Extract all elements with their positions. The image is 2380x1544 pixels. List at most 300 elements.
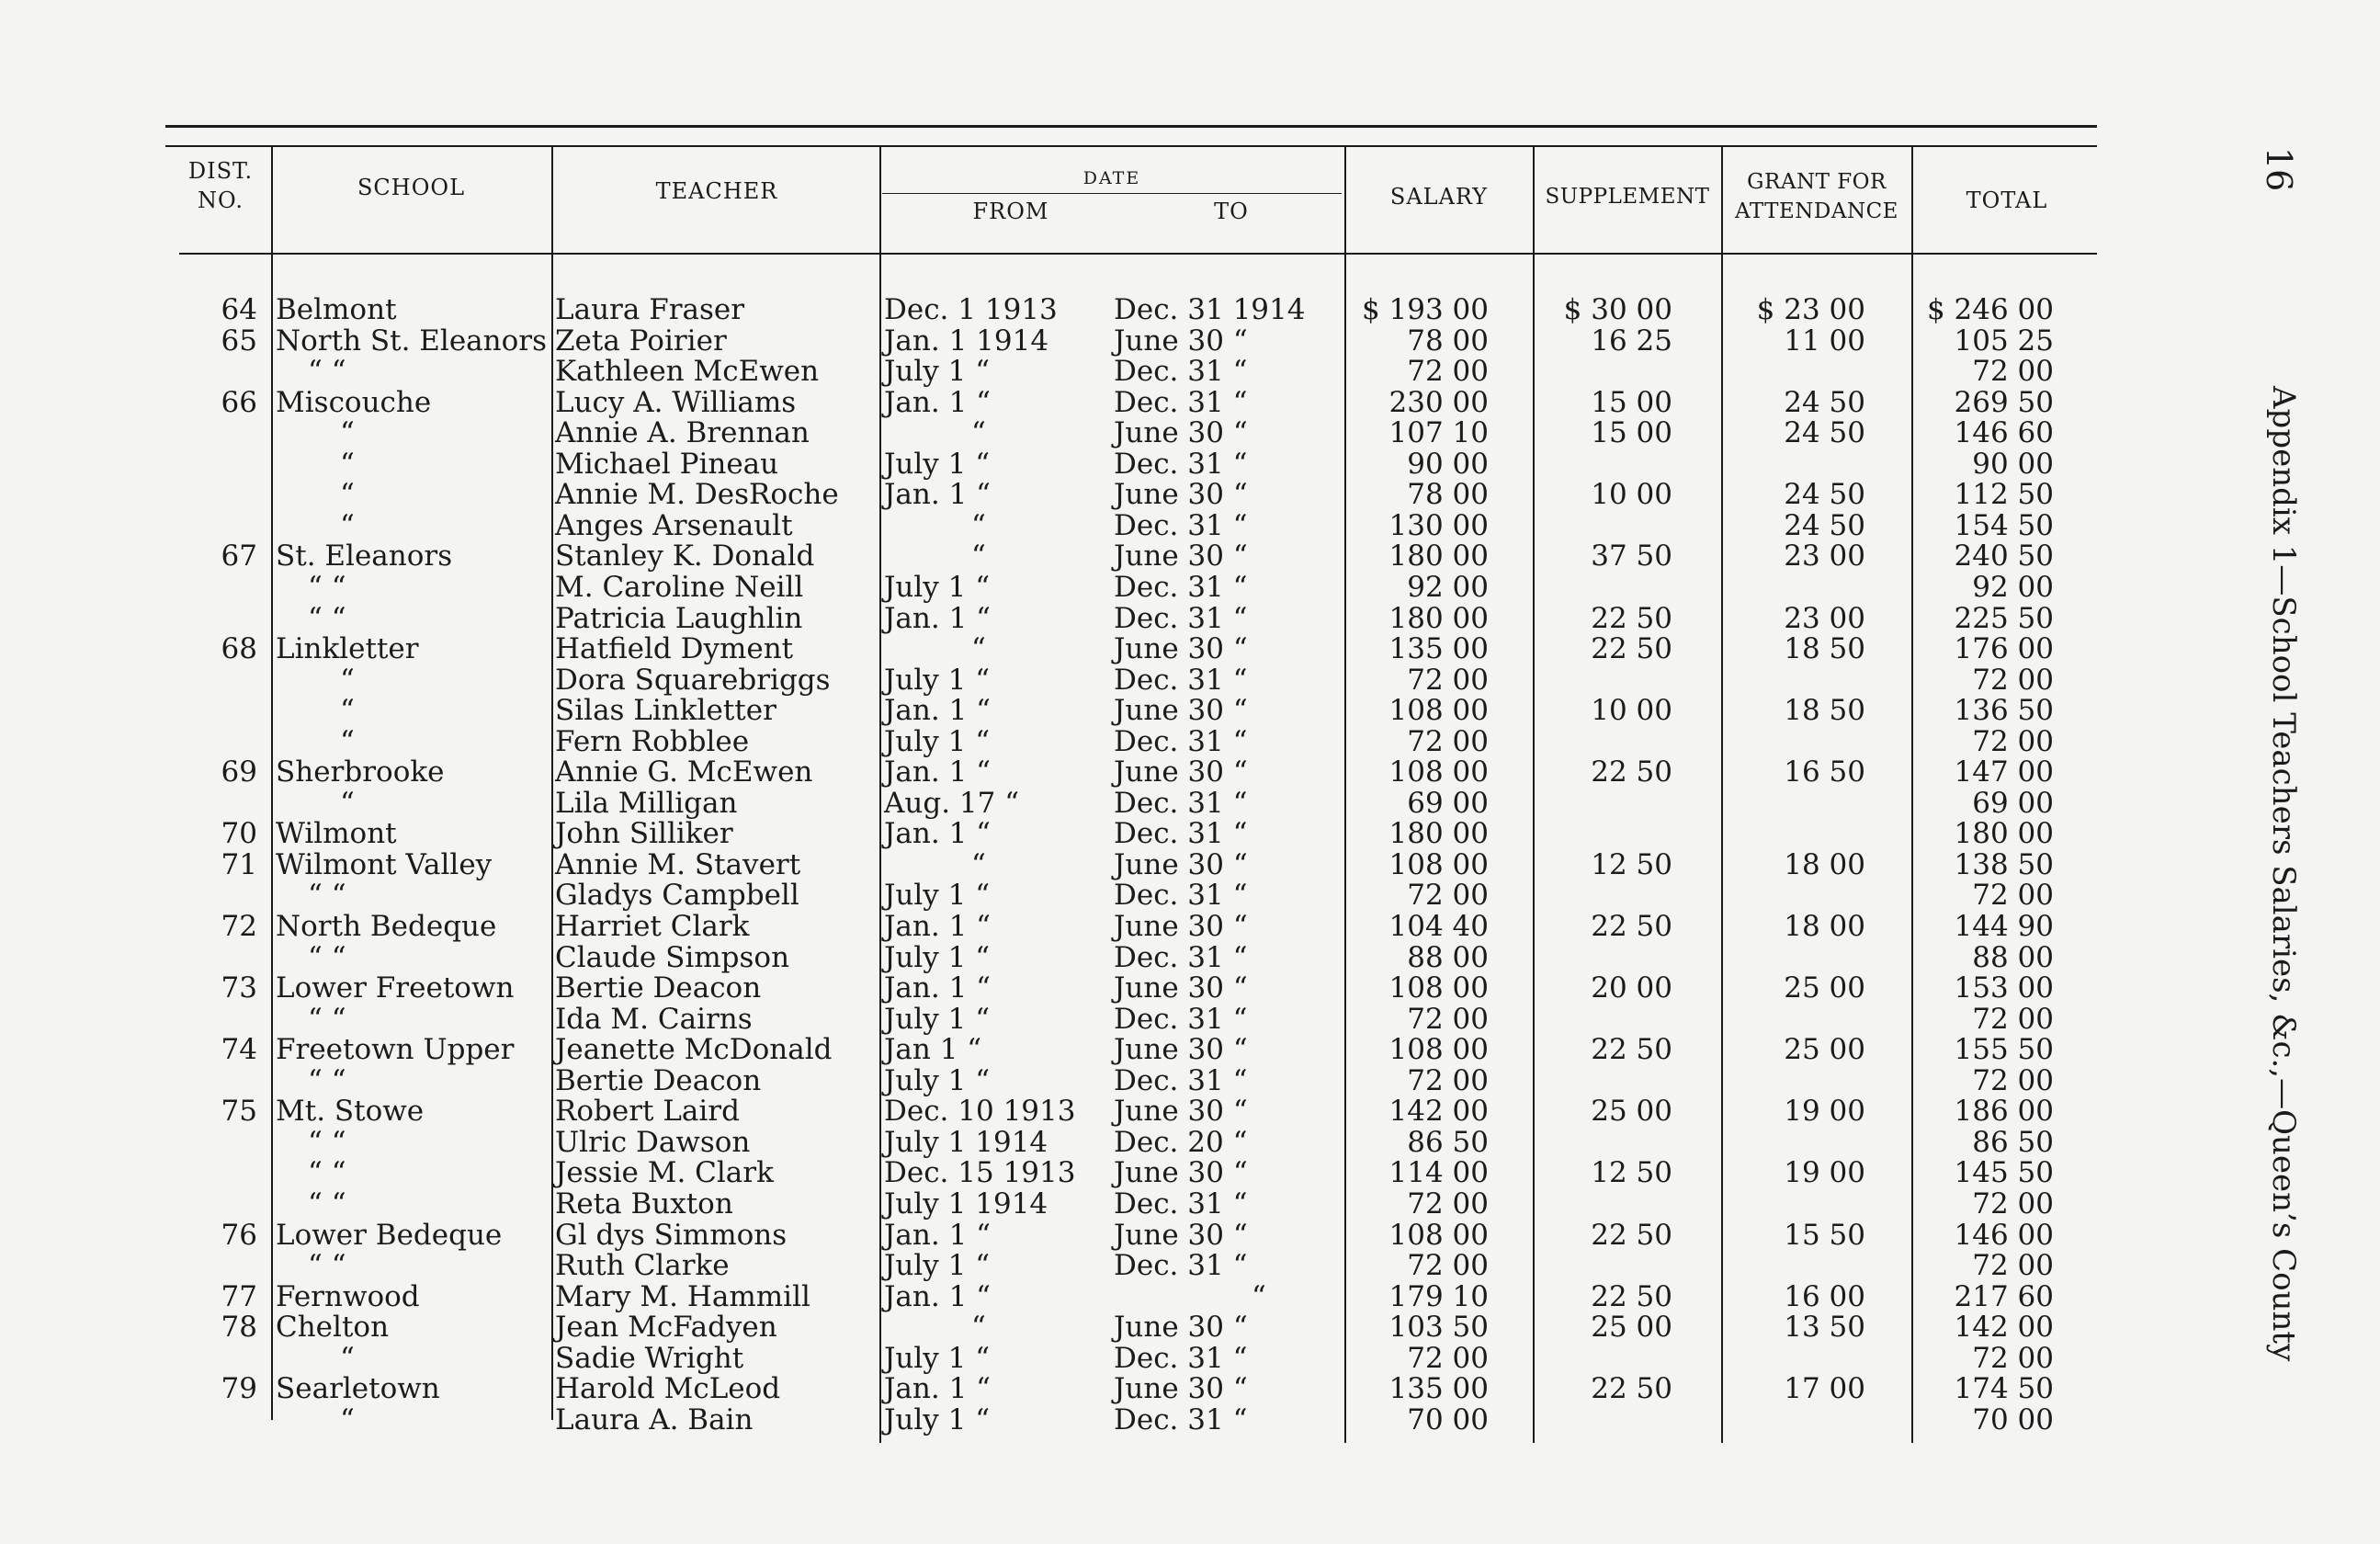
cell-total: 72 00 xyxy=(1972,1186,2054,1220)
cell-date-from: July 1 “ xyxy=(884,355,991,389)
cell-school: Sherbrooke xyxy=(276,755,445,789)
cell-salary: 130 00 xyxy=(1388,508,1489,542)
cell-total: 155 50 xyxy=(1954,1033,2054,1067)
cell-teacher: Harold McLeod xyxy=(555,1372,781,1406)
cell-teacher: Michael Pineau xyxy=(555,447,779,481)
cell-dist: 77 xyxy=(221,1279,257,1313)
cell-supplement: 15 00 xyxy=(1591,385,1672,419)
cell-teacher: Bertie Deacon xyxy=(555,971,762,1005)
cell-date-to: Dec. 31 1914 xyxy=(1114,293,1306,326)
cell-date-from: Jan. 1 “ xyxy=(884,601,992,635)
cell-salary: 179 10 xyxy=(1388,1279,1489,1313)
table-row xyxy=(0,818,2380,849)
cell-grant: 24 50 xyxy=(1784,416,1865,450)
header-grant-for-attendance: GRANT FOR ATTENDANCE xyxy=(1735,170,1898,223)
cell-school: Wilmont Valley xyxy=(276,847,493,881)
table-row xyxy=(0,510,2380,541)
table-row xyxy=(0,294,2380,325)
cell-date-to: “ xyxy=(1252,1279,1266,1313)
cell-supplement: 25 00 xyxy=(1591,1311,1672,1345)
cell-total: 186 00 xyxy=(1954,1095,2054,1129)
cell-total: 90 00 xyxy=(1972,447,2054,481)
cell-date-from: July 1 1914 xyxy=(884,1186,1048,1220)
cell-salary: 86 50 xyxy=(1407,1125,1489,1159)
cell-teacher: Anges Arsenault xyxy=(555,508,793,542)
cell-school: “ “ xyxy=(308,1125,346,1159)
cell-school: “ xyxy=(340,786,355,820)
table-row xyxy=(0,417,2380,448)
header-to: TO xyxy=(1214,199,1249,224)
cell-teacher: Lila Milligan xyxy=(555,786,738,820)
cell-total: 69 00 xyxy=(1972,786,2054,820)
cell-supplement: 20 00 xyxy=(1591,971,1672,1005)
cell-dist: 66 xyxy=(221,385,257,419)
date-sub-rule xyxy=(882,193,1342,194)
cell-date-from: Jan. 1 “ xyxy=(884,478,992,512)
cell-school: “ xyxy=(340,508,355,542)
cell-date-to: June 30 “ xyxy=(1114,478,1248,512)
cell-date-from: Dec. 1 1913 xyxy=(884,293,1058,326)
header-from: FROM xyxy=(972,199,1049,224)
cell-teacher: John Silliker xyxy=(555,817,733,851)
cell-dist: 74 xyxy=(221,1033,257,1067)
cell-date-to: Dec. 31 “ xyxy=(1114,508,1248,542)
cell-date-from: “ xyxy=(971,416,986,450)
cell-total: 72 00 xyxy=(1972,879,2054,913)
table-row xyxy=(0,695,2380,726)
cell-school: Mt. Stowe xyxy=(276,1095,425,1129)
cell-salary: 180 00 xyxy=(1388,601,1489,635)
cell-school: Linkletter xyxy=(276,632,419,666)
cell-date-from: July 1 “ xyxy=(884,1249,991,1283)
table-row xyxy=(0,911,2380,942)
cell-supplement: 22 50 xyxy=(1591,632,1672,666)
cell-grant: 18 00 xyxy=(1784,847,1865,881)
cell-date-to: Dec. 31 “ xyxy=(1114,786,1248,820)
cell-date-to: Dec. 31 “ xyxy=(1114,940,1248,974)
cell-teacher: Fern Robblee xyxy=(555,724,750,758)
cell-teacher: Jessie M. Clark xyxy=(555,1156,774,1190)
cell-grant: 18 00 xyxy=(1784,910,1865,943)
cell-date-from: Jan. 1 “ xyxy=(884,817,992,851)
table-row xyxy=(0,788,2380,819)
cell-salary: 70 00 xyxy=(1407,1402,1489,1436)
cell-school: Belmont xyxy=(276,293,397,326)
cell-teacher: Dora Squarebriggs xyxy=(555,663,831,697)
table-row xyxy=(0,540,2380,572)
cell-teacher: Claude Simpson xyxy=(555,940,790,974)
cell-salary: 114 00 xyxy=(1388,1156,1489,1190)
table-row xyxy=(0,972,2380,1004)
cell-grant: 24 50 xyxy=(1784,385,1865,419)
cell-total: 240 50 xyxy=(1954,539,2054,573)
cell-total: 225 50 xyxy=(1954,601,2054,635)
cell-salary: 69 00 xyxy=(1407,786,1489,820)
cell-date-to: Dec. 31 “ xyxy=(1114,1402,1248,1436)
cell-grant: 25 00 xyxy=(1784,1033,1865,1067)
cell-school: Lower Freetown xyxy=(276,971,515,1005)
cell-date-to: June 30 “ xyxy=(1114,971,1248,1005)
cell-total: 145 50 xyxy=(1954,1156,2054,1190)
cell-date-from: “ xyxy=(971,632,986,666)
cell-school: Miscouche xyxy=(276,385,432,419)
cell-total: 180 00 xyxy=(1954,817,2054,851)
cell-teacher: Annie M. Stavert xyxy=(555,847,801,881)
cell-grant: 18 50 xyxy=(1784,694,1865,728)
cell-supplement: 22 50 xyxy=(1591,910,1672,943)
table-row xyxy=(0,1004,2380,1035)
cell-salary: $ 193 00 xyxy=(1361,293,1489,326)
cell-teacher: Lucy A. Williams xyxy=(555,385,797,419)
cell-date-to: June 30 “ xyxy=(1114,539,1248,573)
cell-salary: 108 00 xyxy=(1388,755,1489,789)
cell-date-to: June 30 “ xyxy=(1114,632,1248,666)
cell-date-to: June 30 “ xyxy=(1114,755,1248,789)
cell-total: 142 00 xyxy=(1954,1311,2054,1345)
cell-salary: 180 00 xyxy=(1388,817,1489,851)
cell-supplement: 12 50 xyxy=(1591,847,1672,881)
cell-date-to: Dec. 31 “ xyxy=(1114,879,1248,913)
cell-total: 174 50 xyxy=(1954,1372,2054,1406)
cell-total: 72 00 xyxy=(1972,724,2054,758)
cell-date-to: Dec. 31 “ xyxy=(1114,1249,1248,1283)
header-salary: SALARY xyxy=(1389,184,1489,210)
table-row xyxy=(0,1127,2380,1158)
cell-date-from: July 1 “ xyxy=(884,1063,991,1097)
cell-date-to: Dec. 31 “ xyxy=(1114,817,1248,851)
cell-date-from: “ xyxy=(971,847,986,881)
table-row xyxy=(0,1281,2380,1312)
cell-teacher: Gl dys Simmons xyxy=(555,1218,788,1252)
cell-total: 72 00 xyxy=(1972,1002,2054,1036)
cell-grant: 25 00 xyxy=(1784,971,1865,1005)
cell-dist: 69 xyxy=(221,755,257,789)
cell-dist: 70 xyxy=(221,817,257,851)
cell-school: Wilmont xyxy=(276,817,397,851)
cell-date-to: June 30 “ xyxy=(1114,324,1248,358)
cell-date-to: June 30 “ xyxy=(1114,416,1248,450)
cell-grant: 24 50 xyxy=(1784,478,1865,512)
cell-salary: 108 00 xyxy=(1388,971,1489,1005)
cell-date-from: Jan. 1 “ xyxy=(884,1279,992,1313)
cell-date-from: July 1 1914 xyxy=(884,1125,1048,1159)
cell-total: 176 00 xyxy=(1954,632,2054,666)
cell-grant: $ 23 00 xyxy=(1756,293,1865,326)
cell-supplement: 22 50 xyxy=(1591,755,1672,789)
cell-teacher: Hatfield Dyment xyxy=(555,632,794,666)
cell-date-from: July 1 “ xyxy=(884,1341,991,1375)
table-row xyxy=(0,756,2380,788)
table-row xyxy=(0,664,2380,696)
cell-date-from: Jan. 1 “ xyxy=(884,1218,992,1252)
table-row xyxy=(0,1343,2380,1374)
cell-school: Fernwood xyxy=(276,1279,420,1313)
cell-total: 153 00 xyxy=(1954,971,2054,1005)
cell-date-to: June 30 “ xyxy=(1114,1033,1248,1067)
table-row xyxy=(0,1311,2380,1343)
cell-teacher: Annie G. McEwen xyxy=(555,755,813,789)
cell-grant: 19 00 xyxy=(1784,1095,1865,1129)
cell-teacher: Gladys Campbell xyxy=(555,879,799,913)
cell-salary: 107 10 xyxy=(1388,416,1489,450)
cell-supplement: 15 00 xyxy=(1591,416,1672,450)
cell-date-from: July 1 “ xyxy=(884,879,991,913)
cell-date-to: Dec. 31 “ xyxy=(1114,1002,1248,1036)
header-total: TOTAL xyxy=(1966,187,2048,213)
cell-date-from: July 1 “ xyxy=(884,940,991,974)
header-school: SCHOOL xyxy=(357,175,466,200)
cell-school: “ xyxy=(340,1402,355,1436)
cell-supplement: 10 00 xyxy=(1591,478,1672,512)
cell-dist: 72 xyxy=(221,910,257,943)
cell-teacher: Silas Linkletter xyxy=(555,694,776,728)
cell-school: Lower Bedeque xyxy=(276,1218,503,1252)
cell-total: 70 00 xyxy=(1972,1402,2054,1436)
cell-salary: 108 00 xyxy=(1388,1218,1489,1252)
table-row xyxy=(0,325,2380,357)
table-row xyxy=(0,356,2380,387)
running-title: Appendix 1—School Teachers Salaries, &c.,—Queen’s County xyxy=(2265,386,2302,1362)
cell-total: 92 00 xyxy=(1972,570,2054,604)
cell-grant: 23 00 xyxy=(1784,601,1865,635)
cell-date-from: July 1 “ xyxy=(884,724,991,758)
cell-supplement: 22 50 xyxy=(1591,1372,1672,1406)
cell-school: Freetown Upper xyxy=(276,1033,515,1067)
cell-date-from: Jan. 1 “ xyxy=(884,694,992,728)
cell-total: 88 00 xyxy=(1972,940,2054,974)
table-row xyxy=(0,1157,2380,1188)
cell-school: “ xyxy=(340,447,355,481)
table-row xyxy=(0,1034,2380,1065)
cell-salary: 180 00 xyxy=(1388,539,1489,573)
cell-grant: 24 50 xyxy=(1784,508,1865,542)
cell-salary: 135 00 xyxy=(1388,632,1489,666)
cell-teacher: Stanley K. Donald xyxy=(555,539,815,573)
table-row xyxy=(0,726,2380,757)
cell-grant: 17 00 xyxy=(1784,1372,1865,1406)
cell-date-to: June 30 “ xyxy=(1114,1218,1248,1252)
cell-salary: 108 00 xyxy=(1388,694,1489,728)
cell-salary: 72 00 xyxy=(1407,1249,1489,1283)
cell-date-to: June 30 “ xyxy=(1114,1095,1248,1129)
cell-date-to: Dec. 31 “ xyxy=(1114,355,1248,389)
table-row xyxy=(0,387,2380,418)
cell-date-to: Dec. 31 “ xyxy=(1114,1063,1248,1097)
table-row xyxy=(0,1404,2380,1436)
cell-date-from: Jan. 1 “ xyxy=(884,1372,992,1406)
cell-grant: 23 00 xyxy=(1784,539,1865,573)
header-dist-no: DIST. NO. xyxy=(187,158,254,213)
cell-school: North St. Eleanors xyxy=(276,324,548,358)
cell-school: “ xyxy=(340,478,355,512)
cell-total: 146 60 xyxy=(1954,416,2054,450)
cell-date-from: “ xyxy=(971,539,986,573)
cell-school: “ “ xyxy=(308,355,346,389)
table-row xyxy=(0,1188,2380,1220)
cell-salary: 72 00 xyxy=(1407,724,1489,758)
cell-supplement: 22 50 xyxy=(1591,1033,1672,1067)
table-row xyxy=(0,1250,2380,1281)
cell-salary: 92 00 xyxy=(1407,570,1489,604)
table-row xyxy=(0,942,2380,973)
cell-salary: 72 00 xyxy=(1407,879,1489,913)
cell-total: 72 00 xyxy=(1972,355,2054,389)
table-row xyxy=(0,1220,2380,1251)
cell-dist: 71 xyxy=(221,847,257,881)
cell-date-from: July 1 “ xyxy=(884,570,991,604)
cell-date-from: July 1 “ xyxy=(884,1002,991,1036)
cell-salary: 78 00 xyxy=(1407,478,1489,512)
table-row xyxy=(0,633,2380,664)
cell-date-from: Jan 1 “ xyxy=(884,1033,982,1067)
top-rule-thin xyxy=(165,145,2097,147)
cell-teacher: Annie A. Brennan xyxy=(555,416,810,450)
cell-total: 147 00 xyxy=(1954,755,2054,789)
table-row xyxy=(0,1373,2380,1404)
cell-dist: 76 xyxy=(221,1218,257,1252)
cell-salary: 90 00 xyxy=(1407,447,1489,481)
cell-teacher: Sadie Wright xyxy=(555,1341,744,1375)
table-row xyxy=(0,603,2380,634)
cell-dist: 78 xyxy=(221,1311,257,1345)
cell-salary: 72 00 xyxy=(1407,1186,1489,1220)
cell-school: North Bedeque xyxy=(276,910,497,943)
cell-salary: 108 00 xyxy=(1388,1033,1489,1067)
cell-salary: 103 50 xyxy=(1388,1311,1489,1345)
cell-date-from: “ xyxy=(971,508,986,542)
cell-grant: 11 00 xyxy=(1784,324,1865,358)
cell-total: 72 00 xyxy=(1972,1063,2054,1097)
cell-date-to: Dec. 31 “ xyxy=(1114,447,1248,481)
cell-date-to: June 30 “ xyxy=(1114,694,1248,728)
cell-salary: 72 00 xyxy=(1407,1063,1489,1097)
cell-total: 269 50 xyxy=(1954,385,2054,419)
cell-total: 217 60 xyxy=(1954,1279,2054,1313)
cell-dist: 68 xyxy=(221,632,257,666)
header-teacher: TEACHER xyxy=(655,178,778,204)
cell-date-to: June 30 “ xyxy=(1114,1156,1248,1190)
cell-grant: 16 50 xyxy=(1784,755,1865,789)
cell-school: Searletown xyxy=(276,1372,440,1406)
cell-teacher: Robert Laird xyxy=(555,1095,740,1129)
cell-grant: 19 00 xyxy=(1784,1156,1865,1190)
cell-date-from: Jan. 1 “ xyxy=(884,755,992,789)
cell-teacher: Ulric Dawson xyxy=(555,1125,751,1159)
cell-salary: 88 00 xyxy=(1407,940,1489,974)
cell-teacher: Patricia Laughlin xyxy=(555,601,803,635)
cell-supplement: 22 50 xyxy=(1591,1218,1672,1252)
cell-total: 154 50 xyxy=(1954,508,2054,542)
cell-supplement: 37 50 xyxy=(1591,539,1672,573)
cell-total: 72 00 xyxy=(1972,1249,2054,1283)
cell-date-to: Dec. 31 “ xyxy=(1114,601,1248,635)
cell-teacher: Mary M. Hammill xyxy=(555,1279,810,1313)
header-bottom-rule xyxy=(179,253,2097,255)
cell-date-from: “ xyxy=(971,1311,986,1345)
cell-school: “ xyxy=(340,663,355,697)
cell-date-to: June 30 “ xyxy=(1114,910,1248,943)
cell-date-to: Dec. 31 “ xyxy=(1114,724,1248,758)
cell-supplement: 22 50 xyxy=(1591,1279,1672,1313)
cell-school: Chelton xyxy=(276,1311,390,1345)
cell-grant: 13 50 xyxy=(1784,1311,1865,1345)
cell-supplement: $ 30 00 xyxy=(1563,293,1672,326)
table-row xyxy=(0,479,2380,510)
cell-dist: 75 xyxy=(221,1095,257,1129)
cell-date-to: Dec. 31 “ xyxy=(1114,663,1248,697)
cell-teacher: Zeta Poirier xyxy=(555,324,727,358)
cell-date-from: Jan. 1 “ xyxy=(884,910,992,943)
cell-salary: 72 00 xyxy=(1407,1341,1489,1375)
cell-total: 146 00 xyxy=(1954,1218,2054,1252)
cell-school: “ xyxy=(340,694,355,728)
cell-supplement: 16 25 xyxy=(1591,324,1672,358)
cell-salary: 104 40 xyxy=(1388,910,1489,943)
page-number: 16 xyxy=(2259,147,2299,192)
cell-date-from: Jan. 1 “ xyxy=(884,385,992,419)
running-title-strip xyxy=(2256,386,2348,1362)
cell-school: St. Eleanors xyxy=(276,539,453,573)
cell-total: 86 50 xyxy=(1972,1125,2054,1159)
top-rule xyxy=(165,125,2097,128)
cell-supplement: 10 00 xyxy=(1591,694,1672,728)
cell-salary: 72 00 xyxy=(1407,663,1489,697)
cell-school: “ “ xyxy=(308,879,346,913)
cell-total: 144 90 xyxy=(1954,910,2054,943)
cell-school: “ “ xyxy=(308,1186,346,1220)
cell-supplement: 25 00 xyxy=(1591,1095,1672,1129)
cell-date-to: Dec. 20 “ xyxy=(1114,1125,1248,1159)
cell-date-from: Jan. 1 1914 xyxy=(884,324,1049,358)
cell-grant: 18 50 xyxy=(1784,632,1865,666)
cell-date-to: Dec. 31 “ xyxy=(1114,385,1248,419)
table-row xyxy=(0,448,2380,480)
cell-salary: 230 00 xyxy=(1388,385,1489,419)
table-row xyxy=(0,572,2380,603)
cell-school: “ xyxy=(340,416,355,450)
cell-supplement: 12 50 xyxy=(1591,1156,1672,1190)
cell-total: 136 50 xyxy=(1954,694,2054,728)
cell-teacher: Bertie Deacon xyxy=(555,1063,762,1097)
cell-salary: 142 00 xyxy=(1388,1095,1489,1129)
cell-date-to: June 30 “ xyxy=(1114,847,1248,881)
cell-teacher: Laura Fraser xyxy=(555,293,745,326)
cell-school: “ “ xyxy=(308,1156,346,1190)
cell-total: 72 00 xyxy=(1972,1341,2054,1375)
cell-teacher: Annie M. DesRoche xyxy=(555,478,839,512)
cell-total: 112 50 xyxy=(1954,478,2054,512)
cell-date-from: Jan. 1 “ xyxy=(884,971,992,1005)
cell-date-from: July 1 “ xyxy=(884,663,991,697)
cell-teacher: Jean McFadyen xyxy=(555,1311,777,1345)
cell-date-to: June 30 “ xyxy=(1114,1311,1248,1345)
cell-total: 72 00 xyxy=(1972,663,2054,697)
cell-date-from: July 1 “ xyxy=(884,447,991,481)
cell-school: “ “ xyxy=(308,601,346,635)
cell-salary: 135 00 xyxy=(1388,1372,1489,1406)
cell-dist: 79 xyxy=(221,1372,257,1406)
cell-teacher: Kathleen McEwen xyxy=(555,355,820,389)
cell-school: “ “ xyxy=(308,1002,346,1036)
cell-school: “ “ xyxy=(308,1063,346,1097)
cell-dist: 64 xyxy=(221,293,257,326)
cell-date-to: Dec. 31 “ xyxy=(1114,1341,1248,1375)
cell-school: “ “ xyxy=(308,570,346,604)
cell-grant: 15 50 xyxy=(1784,1218,1865,1252)
cell-dist: 65 xyxy=(221,324,257,358)
table-row xyxy=(0,1065,2380,1096)
cell-date-to: Dec. 31 “ xyxy=(1114,570,1248,604)
